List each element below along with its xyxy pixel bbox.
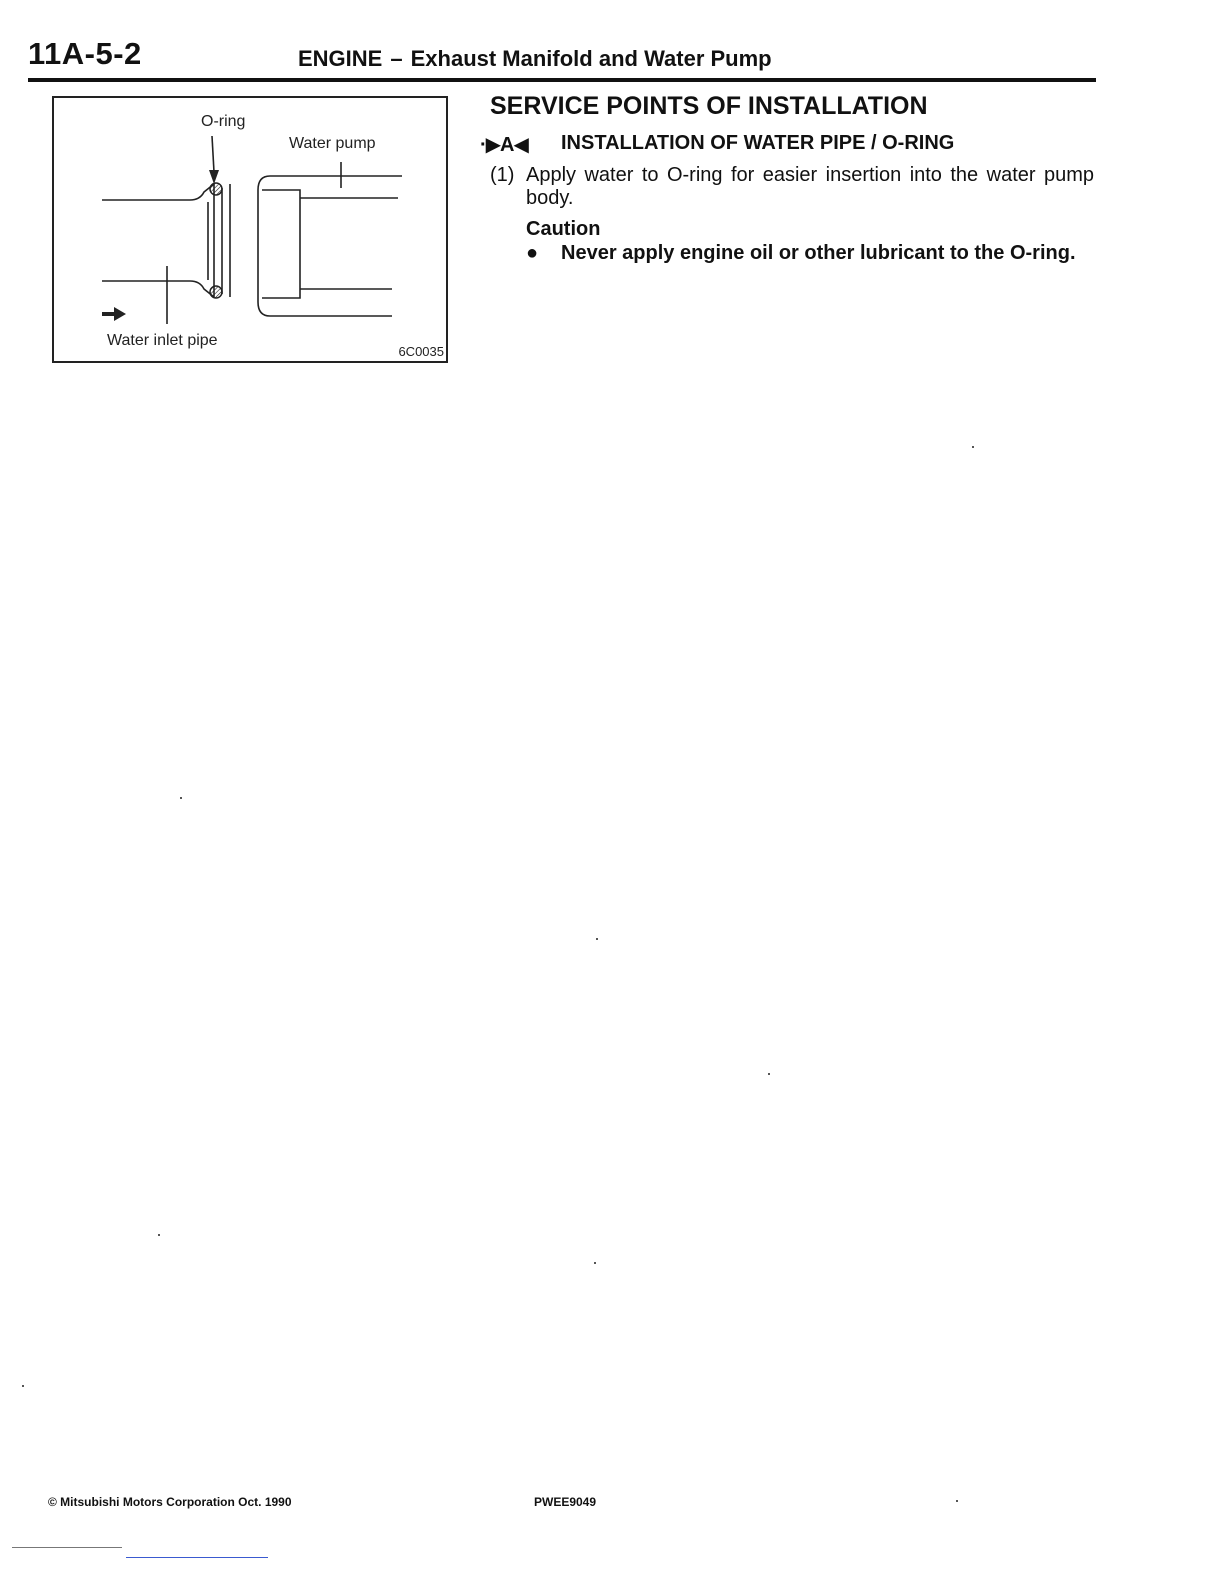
scan-speck [158, 1234, 160, 1236]
o-ring-leader [212, 136, 214, 172]
footer-copyright: © Mitsubishi Motors Corporation Oct. 1990 [48, 1495, 292, 1509]
step-text: Apply water to O-ring for easier insertion into the water pump body. [526, 164, 1094, 209]
scan-speck [596, 938, 598, 940]
inlet-pipe-upper-wall [102, 184, 214, 200]
scan-speck [594, 1262, 596, 1264]
section-title [298, 46, 772, 72]
o-ring-arrowhead [209, 170, 219, 184]
bullet-icon: ● [526, 242, 539, 264]
service-point-mark-a: ·▶A◀ [480, 134, 528, 156]
diagram-drawing [54, 98, 446, 361]
scan-speck [768, 1073, 770, 1075]
step-item [490, 164, 1094, 210]
water-inlet-pipe-label: Water inlet pipe [107, 332, 218, 349]
water-pump-label: Water pump [289, 135, 376, 152]
o-ring-label: O-ring [201, 113, 246, 130]
page-number: 11A-5-2 [28, 36, 142, 71]
flow-direction-arrow [102, 307, 126, 321]
scan-speck [972, 446, 974, 448]
water-pipe-diagram [52, 96, 448, 363]
caution-text: Never apply engine oil or other lubricant to the O-ring. [561, 242, 1076, 264]
pump-socket [262, 190, 300, 298]
caution-item [526, 242, 1094, 265]
sub-heading-row [478, 132, 1098, 160]
inlet-pipe-lower-wall [102, 281, 214, 297]
scan-artifact-line [12, 1547, 122, 1548]
scan-speck [22, 1385, 24, 1387]
title-separator: – [390, 46, 403, 71]
main-heading: SERVICE POINTS OF INSTALLATION [490, 92, 928, 120]
step-number: (1) [490, 164, 515, 186]
scan-speck [956, 1500, 958, 1502]
figure-code: 6C0035 [398, 344, 444, 359]
page-header [28, 36, 1096, 82]
o-ring-top-section [210, 183, 222, 195]
caution-label: Caution [526, 218, 601, 240]
subsection-name: Exhaust Manifold and Water Pump [410, 46, 772, 71]
scan-speck [180, 797, 182, 799]
section-name: ENGINE [298, 46, 383, 71]
sub-heading: INSTALLATION OF WATER PIPE / O-RING [561, 132, 955, 154]
pump-outer-wall [258, 176, 402, 316]
scan-artifact-blue-line [126, 1557, 268, 1558]
o-ring-bottom-section [210, 286, 222, 298]
footer-doc-code: PWEE9049 [534, 1495, 597, 1509]
